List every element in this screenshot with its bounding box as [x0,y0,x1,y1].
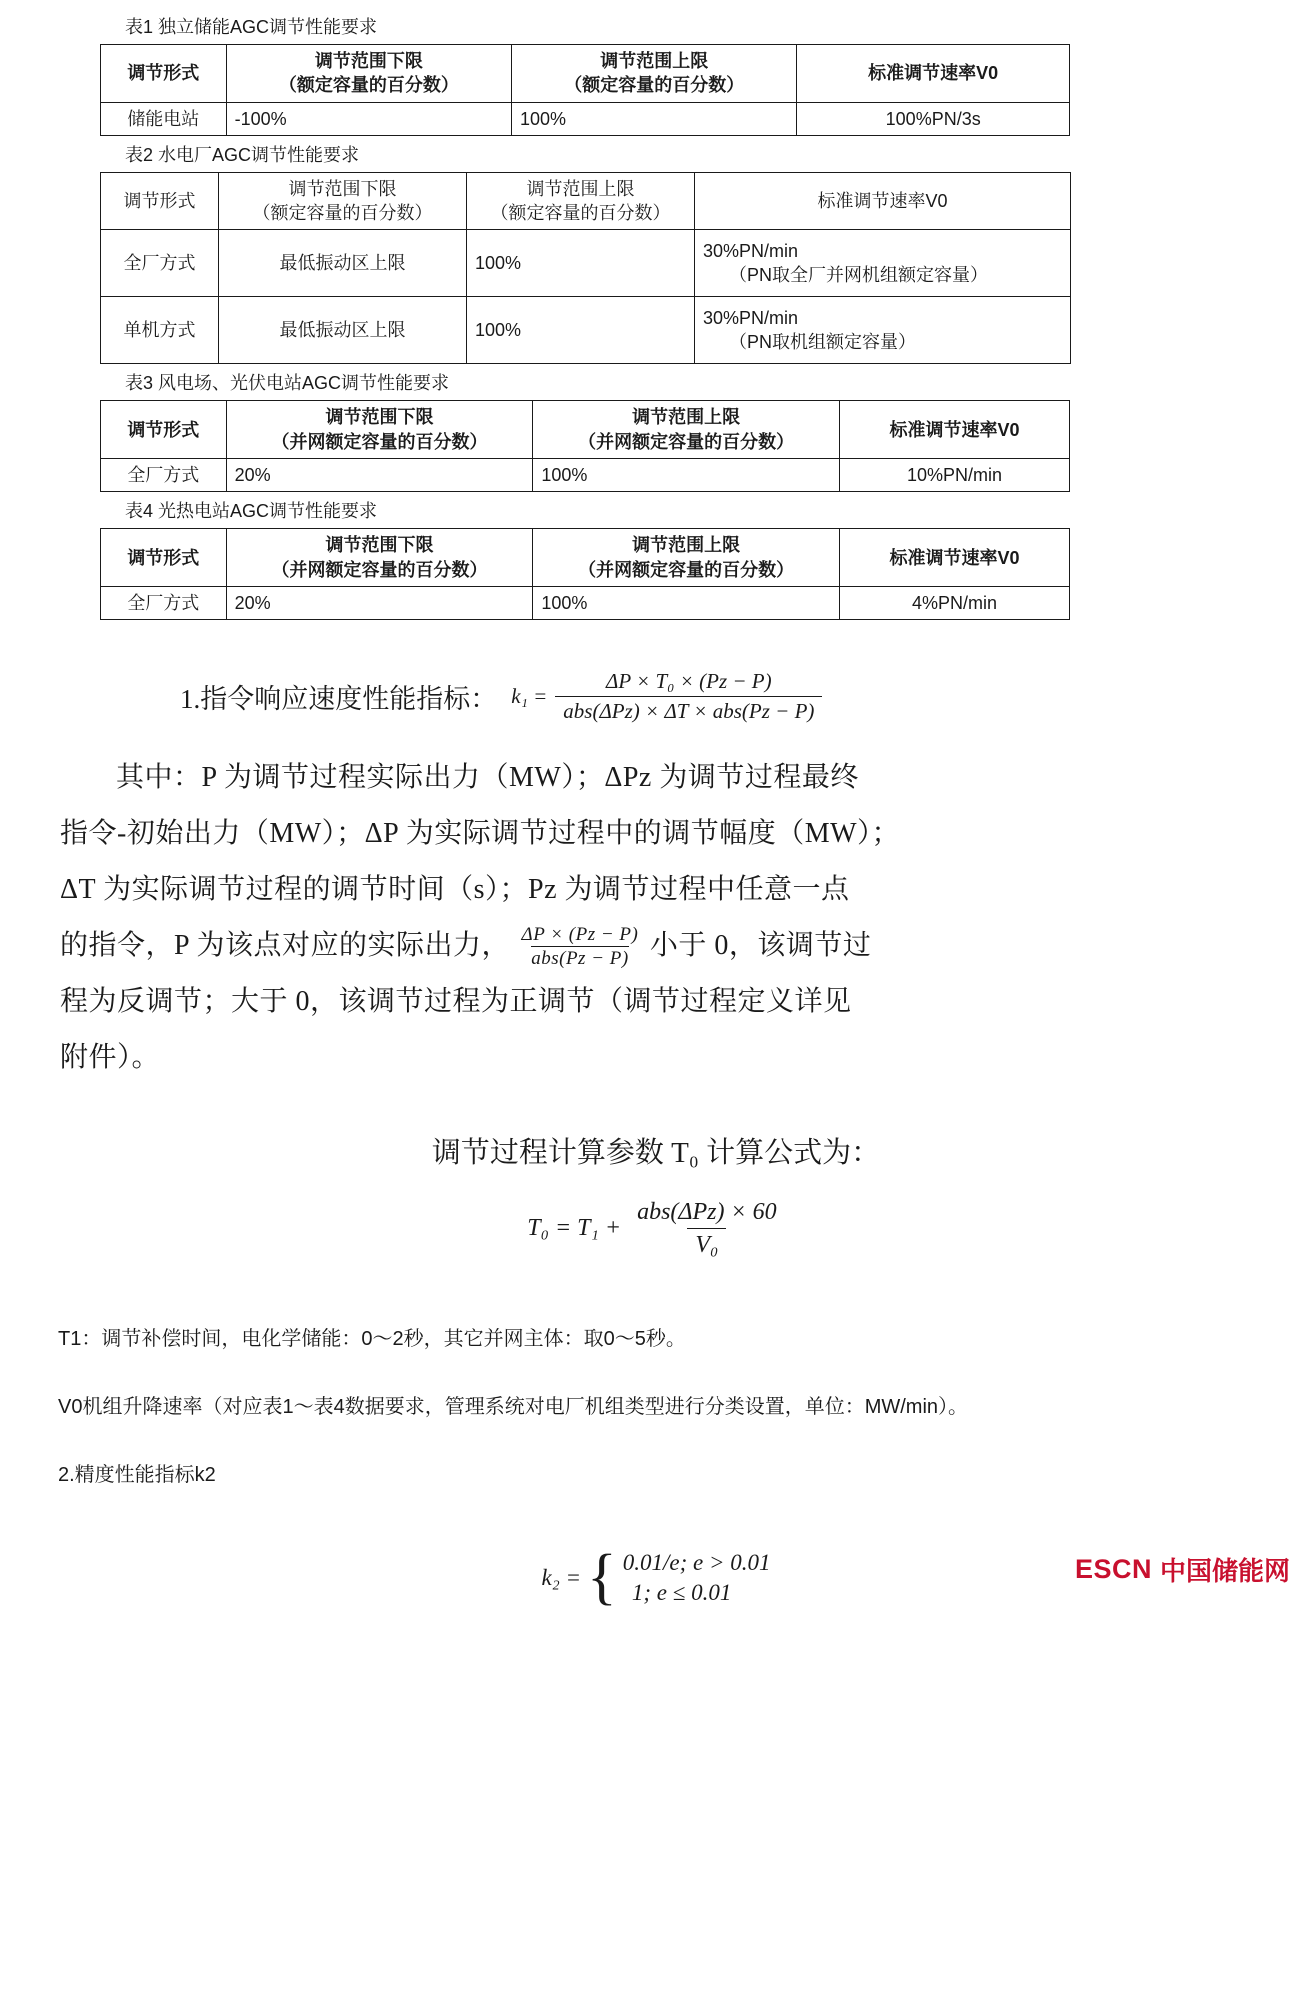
table-row [101,297,1071,364]
note-t1: T1：调节补偿时间，电化学储能：0～2秒，其它并网主体：取0～5秒。 [58,1327,686,1350]
k1-formula [511,668,822,724]
table2-caption: 表2 水电厂AGC调节性能要求 [125,144,360,165]
notes-section [0,1320,1312,1494]
table-row [101,401,1070,459]
table3-header-cell: 调节范围下限 （并网额定容量的百分数） [226,401,533,459]
table4-cell: 20% [226,586,533,619]
k1-lhs: k₁ = [511,683,548,708]
table2-cell: 100% [467,230,695,297]
table3-header-cell: 标准调节速率V0 [839,401,1069,459]
t0-title: 调节过程计算参数 T₀ 计算公式为： [431,1136,881,1169]
table2-cell: 最低振动区上限 [219,230,467,297]
table4-header-cell: 标准调节速率V0 [839,529,1069,587]
prose-line-4b: 小于 0，该调节过 [649,929,872,961]
k2-case-2: 1; e ≤ 0.01 [631,1579,732,1605]
k1-fraction [555,668,822,724]
t0-lhs: T₀ = T₁ + [527,1214,622,1241]
table3-header-cell: 调节范围上限 （并网额定容量的百分数） [533,401,840,459]
table-row [101,459,1070,492]
table3-cell: 100% [533,459,840,492]
table-agc-wind-pv [100,400,1070,492]
table1-header-cell: 调节范围下限 （额定容量的百分数） [226,45,511,103]
table-row [101,230,1071,297]
table1-header-cell: 标准调节速率V0 [797,45,1070,103]
section1-heading-row [180,668,1252,724]
watermark-site: 中国储能网 [1159,1555,1290,1586]
k2-case-1: 0.01/e; e > 0.01 [622,1549,771,1575]
table2-cell: 最低振动区上限 [219,297,467,364]
table-row [101,172,1071,230]
note-k2-heading: 2.精度性能指标k2 [58,1463,216,1486]
prose-line-5: 程为反调节；大于 0，该调节过程为正调节（调节过程定义详见 [60,985,852,1017]
table2-header-cell: 调节范围下限 （额定容量的百分数） [219,172,467,230]
t0-fraction [629,1197,785,1260]
tables-section [0,14,1312,620]
note-v0: V0机组升降速率（对应表1～表4数据要求，管理系统对电厂机组类型进行分类设置，单位：MW/min）。 [58,1395,969,1418]
k2-lhs: k₂ = [541,1564,581,1590]
table1-cell: 100% [512,102,797,135]
table3-cell: 10%PN/min [839,459,1069,492]
prose-line-1: 其中：P 为调节过程实际出力（MW）；ΔPz 为调节过程最终 [116,761,859,793]
table1-header-cell: 调节范围上限 （额定容量的百分数） [512,45,797,103]
table-row [101,529,1070,587]
table2-header-cell: 调节形式 [101,172,219,230]
k1-denominator: abs(ΔPz) × ΔT × abs(Pz − P) [555,696,822,724]
table4-header-cell: 调节形式 [101,529,227,587]
table1-cell: 储能电站 [101,102,227,135]
prose-line-4 [60,918,1252,974]
definitions-paragraph [0,750,1312,1086]
inline-fraction-numerator: ΔP × (Pz − P) [521,923,639,945]
table3-cell: 全厂方式 [101,459,227,492]
table3-header-cell: 调节形式 [101,401,227,459]
table4-cell: 全厂方式 [101,586,227,619]
table1-cell: -100% [226,102,511,135]
table-row [101,586,1070,619]
prose-line-3: ΔT 为实际调节过程的调节时间（s）；Pz 为调节过程中任意一点 [60,873,850,905]
table4-cell: 100% [533,586,840,619]
section1 [0,668,1312,724]
table4-header-cell: 调节范围下限 （并网额定容量的百分数） [226,529,533,587]
table-row [101,102,1070,135]
t0-formula [0,1197,1312,1260]
table-agc-hydro [100,172,1071,365]
left-brace-glyph: { [586,1542,617,1611]
table1-cell: 100%PN/3s [797,102,1070,135]
table-agc-csp [100,528,1070,620]
prose-line-2: 指令-初始出力（MW）；ΔP 为实际调节过程中的调节幅度（MW）； [60,817,901,849]
table4-cell: 4%PN/min [839,586,1069,619]
prose-line-6: 附件）。 [60,1041,161,1073]
table1-caption: 表1 独立储能AGC调节性能要求 [125,17,378,37]
t0-numerator: abs(ΔPz) × 60 [637,1198,777,1225]
table2-cell: 全厂方式 [101,230,219,297]
table4-caption: 表4 光热电站AGC调节性能要求 [125,501,378,522]
table1-header-cell: 调节形式 [101,45,227,103]
inline-fraction-denominator: abs(Pz − P) [531,948,629,970]
table2-cell: 30%PN/min （PN取全厂并网机组额定容量） [695,230,1071,297]
table-row [101,45,1070,103]
table4-header-cell: 调节范围上限 （并网额定容量的百分数） [533,529,840,587]
section1-heading: 1.指令响应速度性能指标： [180,683,498,714]
k1-numerator: ΔP × T₀ × (Pz − P) [606,669,772,694]
t0-denominator: V₀ [687,1228,726,1260]
table-agc-storage [100,44,1070,136]
watermark [1075,1551,1290,1588]
table2-header-cell: 标准调节速率V0 [695,172,1071,230]
table2-cell: 30%PN/min （PN取机组额定容量） [695,297,1071,364]
table3-caption: 表3 风电场、光伏电站AGC调节性能要求 [125,373,450,394]
table2-cell: 100% [467,297,695,364]
k2-cases [623,1550,771,1606]
prose-line-4a: 的指令，P 为该点对应的实际出力， [60,929,511,961]
watermark-brand: ESCN [1074,1553,1152,1584]
table2-header-cell: 调节范围上限 （额定容量的百分数） [467,172,695,230]
table2-cell: 单机方式 [101,297,219,364]
inline-fraction [522,924,639,972]
table3-cell: 20% [226,459,533,492]
